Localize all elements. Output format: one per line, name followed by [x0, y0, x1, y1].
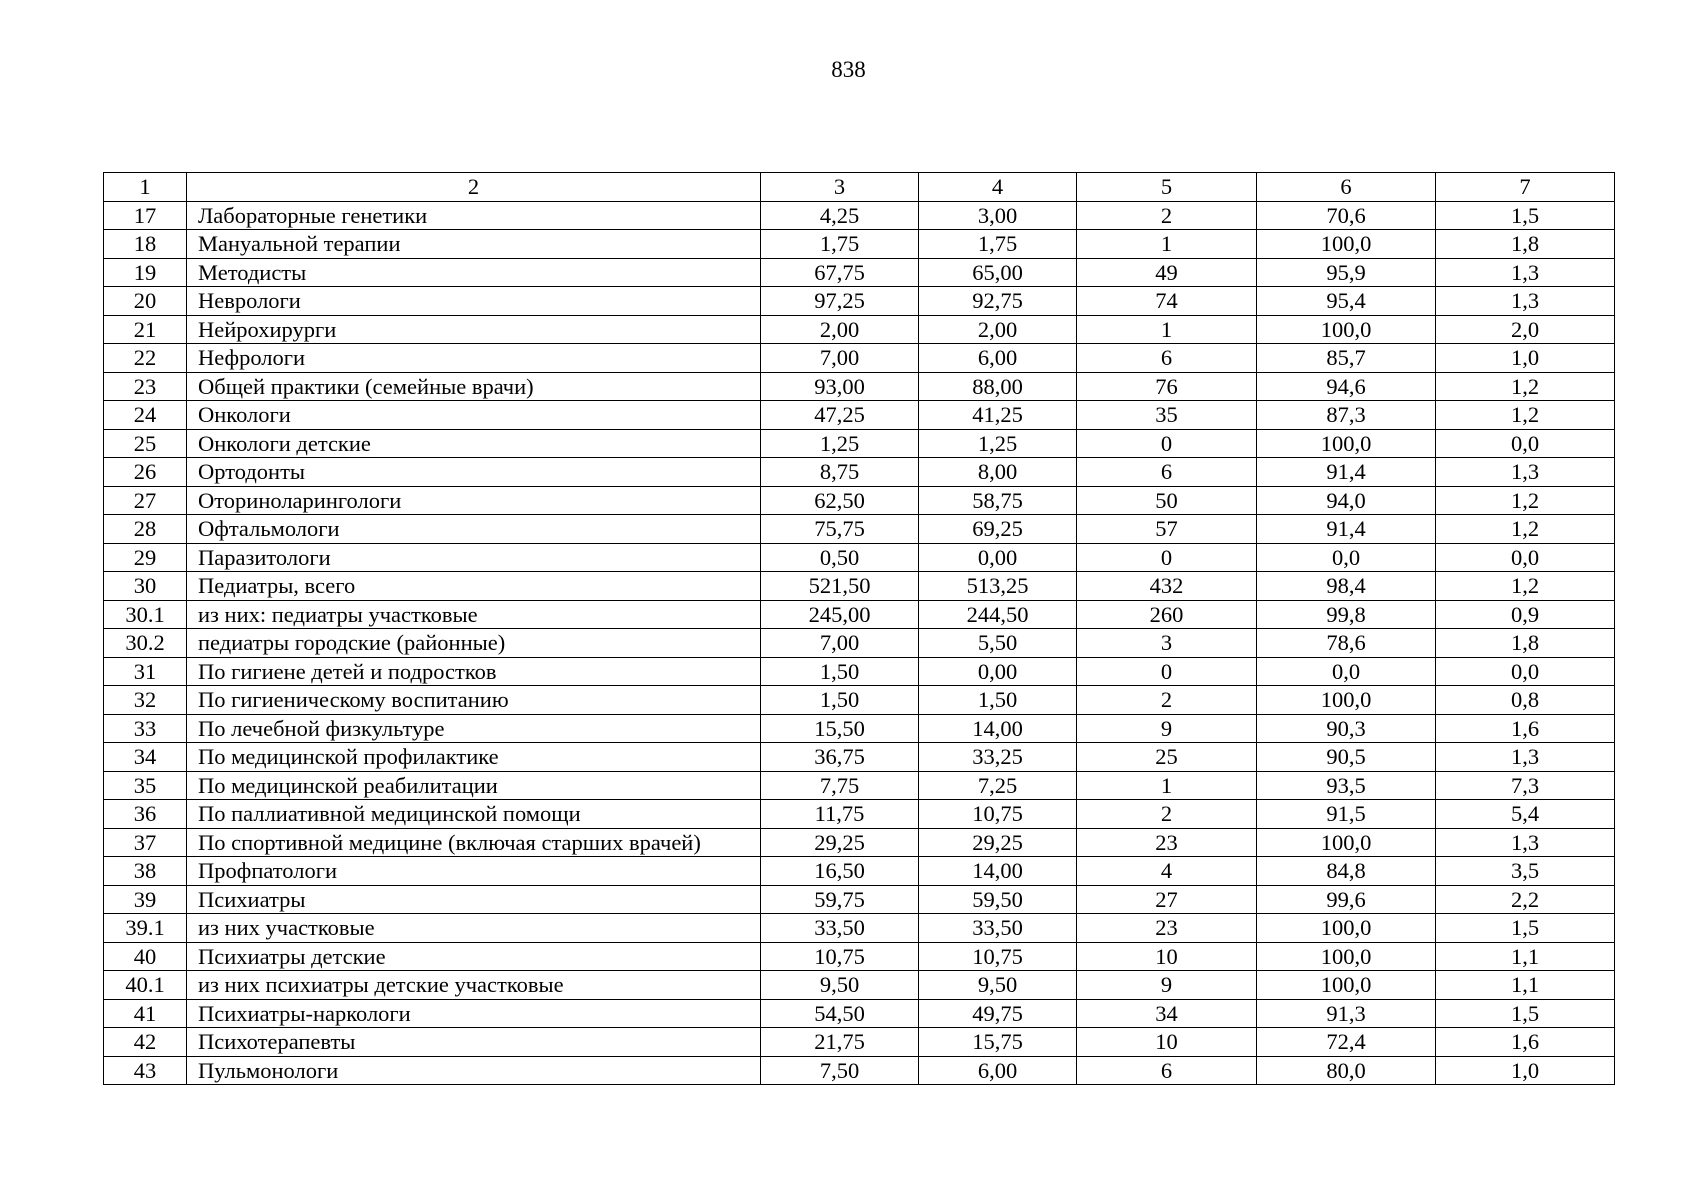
- value-cell: 35: [1077, 401, 1257, 430]
- specialty-name-cell: Психотерапевты: [187, 1028, 761, 1057]
- value-cell: 10,75: [761, 942, 919, 971]
- row-number-cell: 20: [104, 287, 187, 316]
- table-row: [104, 315, 1615, 344]
- value-cell: 6: [1077, 344, 1257, 373]
- value-cell: 10: [1077, 1028, 1257, 1057]
- value-cell: 54,50: [761, 999, 919, 1028]
- specialty-name-cell: Методисты: [187, 258, 761, 287]
- column-header: 7: [1436, 173, 1615, 202]
- data-table: [103, 172, 1615, 1085]
- page-number: 838: [831, 57, 866, 82]
- row-number-cell: 36: [104, 800, 187, 829]
- value-cell: 21,75: [761, 1028, 919, 1057]
- value-cell: 6: [1077, 1056, 1257, 1085]
- specialty-name-cell: По лечебной физкультуре: [187, 714, 761, 743]
- value-cell: 100,0: [1257, 971, 1436, 1000]
- value-cell: 95,9: [1257, 258, 1436, 287]
- specialty-name-cell: Мануальной терапии: [187, 230, 761, 259]
- value-cell: 1,2: [1436, 401, 1615, 430]
- specialty-name-cell: По медицинской профилактике: [187, 743, 761, 772]
- value-cell: 0,0: [1257, 657, 1436, 686]
- row-number-cell: 28: [104, 515, 187, 544]
- table-row: [104, 458, 1615, 487]
- row-number-cell: 41: [104, 999, 187, 1028]
- table-row: [104, 600, 1615, 629]
- row-number-cell: 23: [104, 372, 187, 401]
- value-cell: 1,0: [1436, 344, 1615, 373]
- value-cell: 1,3: [1436, 458, 1615, 487]
- specialty-name-cell: педиатры городские (районные): [187, 629, 761, 658]
- value-cell: 2: [1077, 686, 1257, 715]
- specialty-name-cell: Психиатры-наркологи: [187, 999, 761, 1028]
- value-cell: 2,2: [1436, 885, 1615, 914]
- value-cell: 85,7: [1257, 344, 1436, 373]
- specialty-name-cell: Педиатры, всего: [187, 572, 761, 601]
- table-row: [104, 999, 1615, 1028]
- row-number-cell: 18: [104, 230, 187, 259]
- value-cell: 1,75: [761, 230, 919, 259]
- value-cell: 10: [1077, 942, 1257, 971]
- value-cell: 93,00: [761, 372, 919, 401]
- row-number-cell: 24: [104, 401, 187, 430]
- value-cell: 4,25: [761, 201, 919, 230]
- row-number-cell: 37: [104, 828, 187, 857]
- value-cell: 8,75: [761, 458, 919, 487]
- specialty-name-cell: из них: педиатры участковые: [187, 600, 761, 629]
- value-cell: 91,3: [1257, 999, 1436, 1028]
- value-cell: 72,4: [1257, 1028, 1436, 1057]
- value-cell: 29,25: [761, 828, 919, 857]
- table-row: [104, 714, 1615, 743]
- row-number-cell: 43: [104, 1056, 187, 1085]
- value-cell: 1,75: [919, 230, 1077, 259]
- value-cell: 1,3: [1436, 743, 1615, 772]
- table-row: [104, 486, 1615, 515]
- value-cell: 5,50: [919, 629, 1077, 658]
- specialty-name-cell: Онкологи детские: [187, 429, 761, 458]
- specialty-name-cell: Нейрохирурги: [187, 315, 761, 344]
- value-cell: 94,6: [1257, 372, 1436, 401]
- value-cell: 6,00: [919, 344, 1077, 373]
- table-row: [104, 287, 1615, 316]
- value-cell: 0: [1077, 429, 1257, 458]
- value-cell: 2,00: [761, 315, 919, 344]
- value-cell: 59,75: [761, 885, 919, 914]
- value-cell: 1,50: [761, 686, 919, 715]
- value-cell: 91,4: [1257, 458, 1436, 487]
- value-cell: 1,6: [1436, 1028, 1615, 1057]
- row-number-cell: 17: [104, 201, 187, 230]
- value-cell: 92,75: [919, 287, 1077, 316]
- specialty-name-cell: Общей практики (семейные врачи): [187, 372, 761, 401]
- value-cell: 2: [1077, 201, 1257, 230]
- value-cell: 1,25: [919, 429, 1077, 458]
- table-row: [104, 258, 1615, 287]
- value-cell: 2: [1077, 800, 1257, 829]
- value-cell: 7,3: [1436, 771, 1615, 800]
- value-cell: 7,50: [761, 1056, 919, 1085]
- specialty-name-cell: Лабораторные генетики: [187, 201, 761, 230]
- value-cell: 50: [1077, 486, 1257, 515]
- value-cell: 1,2: [1436, 372, 1615, 401]
- value-cell: 33,50: [761, 914, 919, 943]
- column-header: 3: [761, 173, 919, 202]
- table-row: [104, 1028, 1615, 1057]
- value-cell: 9: [1077, 714, 1257, 743]
- specialty-name-cell: из них участковые: [187, 914, 761, 943]
- value-cell: 94,0: [1257, 486, 1436, 515]
- value-cell: 1,8: [1436, 629, 1615, 658]
- table-row: [104, 429, 1615, 458]
- specialty-name-cell: Паразитологи: [187, 543, 761, 572]
- value-cell: 1,5: [1436, 201, 1615, 230]
- value-cell: 100,0: [1257, 686, 1436, 715]
- column-header: 1: [104, 173, 187, 202]
- row-number-cell: 30.1: [104, 600, 187, 629]
- value-cell: 245,00: [761, 600, 919, 629]
- table-row: [104, 800, 1615, 829]
- value-cell: 1: [1077, 315, 1257, 344]
- value-cell: 0,00: [919, 543, 1077, 572]
- value-cell: 0,0: [1436, 657, 1615, 686]
- value-cell: 36,75: [761, 743, 919, 772]
- row-number-cell: 29: [104, 543, 187, 572]
- table-row: [104, 543, 1615, 572]
- value-cell: 41,25: [919, 401, 1077, 430]
- value-cell: 100,0: [1257, 315, 1436, 344]
- specialty-name-cell: Неврологи: [187, 287, 761, 316]
- row-number-cell: 33: [104, 714, 187, 743]
- row-number-cell: 25: [104, 429, 187, 458]
- value-cell: 100,0: [1257, 230, 1436, 259]
- value-cell: 90,3: [1257, 714, 1436, 743]
- value-cell: 67,75: [761, 258, 919, 287]
- table-header-row: [104, 173, 1615, 202]
- value-cell: 47,25: [761, 401, 919, 430]
- value-cell: 10,75: [919, 942, 1077, 971]
- value-cell: 98,4: [1257, 572, 1436, 601]
- row-number-cell: 32: [104, 686, 187, 715]
- value-cell: 95,4: [1257, 287, 1436, 316]
- value-cell: 23: [1077, 828, 1257, 857]
- value-cell: 521,50: [761, 572, 919, 601]
- value-cell: 9: [1077, 971, 1257, 1000]
- value-cell: 93,5: [1257, 771, 1436, 800]
- row-number-cell: 19: [104, 258, 187, 287]
- value-cell: 14,00: [919, 714, 1077, 743]
- specialty-name-cell: По спортивной медицине (включая старших врачей): [187, 828, 761, 857]
- value-cell: 1,3: [1436, 828, 1615, 857]
- specialty-name-cell: Ортодонты: [187, 458, 761, 487]
- column-header: 2: [187, 173, 761, 202]
- table-row: [104, 771, 1615, 800]
- value-cell: 1: [1077, 230, 1257, 259]
- value-cell: 0,0: [1436, 429, 1615, 458]
- value-cell: 1,0: [1436, 1056, 1615, 1085]
- value-cell: 1,6: [1436, 714, 1615, 743]
- value-cell: 2,00: [919, 315, 1077, 344]
- value-cell: 90,5: [1257, 743, 1436, 772]
- value-cell: 100,0: [1257, 942, 1436, 971]
- value-cell: 513,25: [919, 572, 1077, 601]
- value-cell: 8,00: [919, 458, 1077, 487]
- specialty-name-cell: Офтальмологи: [187, 515, 761, 544]
- table-row: [104, 572, 1615, 601]
- value-cell: 1: [1077, 771, 1257, 800]
- value-cell: 62,50: [761, 486, 919, 515]
- row-number-cell: 38: [104, 857, 187, 886]
- value-cell: 97,25: [761, 287, 919, 316]
- value-cell: 244,50: [919, 600, 1077, 629]
- row-number-cell: 35: [104, 771, 187, 800]
- table-row: [104, 914, 1615, 943]
- value-cell: 80,0: [1257, 1056, 1436, 1085]
- specialty-name-cell: Профпатологи: [187, 857, 761, 886]
- value-cell: 57: [1077, 515, 1257, 544]
- value-cell: 75,75: [761, 515, 919, 544]
- specialty-name-cell: Психиатры: [187, 885, 761, 914]
- value-cell: 59,50: [919, 885, 1077, 914]
- specialty-name-cell: По гигиеническому воспитанию: [187, 686, 761, 715]
- table-row: [104, 942, 1615, 971]
- value-cell: 88,00: [919, 372, 1077, 401]
- table-row: [104, 629, 1615, 658]
- value-cell: 260: [1077, 600, 1257, 629]
- row-number-cell: 27: [104, 486, 187, 515]
- value-cell: 91,4: [1257, 515, 1436, 544]
- table-row: [104, 344, 1615, 373]
- specialty-name-cell: Психиатры детские: [187, 942, 761, 971]
- table-row: [104, 372, 1615, 401]
- table-row: [104, 201, 1615, 230]
- row-number-cell: 31: [104, 657, 187, 686]
- table-row: [104, 657, 1615, 686]
- value-cell: 69,25: [919, 515, 1077, 544]
- column-header: 5: [1077, 173, 1257, 202]
- value-cell: 10,75: [919, 800, 1077, 829]
- value-cell: 25: [1077, 743, 1257, 772]
- value-cell: 1,2: [1436, 515, 1615, 544]
- value-cell: 7,00: [761, 344, 919, 373]
- row-number-cell: 40: [104, 942, 187, 971]
- value-cell: 33,50: [919, 914, 1077, 943]
- value-cell: 1,50: [761, 657, 919, 686]
- row-number-cell: 42: [104, 1028, 187, 1057]
- value-cell: 0: [1077, 657, 1257, 686]
- value-cell: 1,50: [919, 686, 1077, 715]
- table-body: [104, 201, 1615, 1085]
- table-row: [104, 971, 1615, 1000]
- row-number-cell: 30.2: [104, 629, 187, 658]
- specialty-name-cell: По гигиене детей и подростков: [187, 657, 761, 686]
- table-row: [104, 515, 1615, 544]
- value-cell: 1,2: [1436, 486, 1615, 515]
- value-cell: 7,25: [919, 771, 1077, 800]
- value-cell: 100,0: [1257, 914, 1436, 943]
- value-cell: 29,25: [919, 828, 1077, 857]
- value-cell: 33,25: [919, 743, 1077, 772]
- table-row: [104, 828, 1615, 857]
- value-cell: 99,8: [1257, 600, 1436, 629]
- table-row: [104, 1056, 1615, 1085]
- value-cell: 58,75: [919, 486, 1077, 515]
- table-row: [104, 857, 1615, 886]
- value-cell: 76: [1077, 372, 1257, 401]
- row-number-cell: 21: [104, 315, 187, 344]
- value-cell: 1,25: [761, 429, 919, 458]
- specialty-name-cell: По медицинской реабилитации: [187, 771, 761, 800]
- value-cell: 9,50: [761, 971, 919, 1000]
- value-cell: 0,50: [761, 543, 919, 572]
- value-cell: 23: [1077, 914, 1257, 943]
- value-cell: 2,0: [1436, 315, 1615, 344]
- specialty-name-cell: Онкологи: [187, 401, 761, 430]
- row-number-cell: 30: [104, 572, 187, 601]
- value-cell: 84,8: [1257, 857, 1436, 886]
- value-cell: 3,5: [1436, 857, 1615, 886]
- table-row: [104, 401, 1615, 430]
- value-cell: 1,3: [1436, 258, 1615, 287]
- value-cell: 70,6: [1257, 201, 1436, 230]
- value-cell: 34: [1077, 999, 1257, 1028]
- value-cell: 65,00: [919, 258, 1077, 287]
- value-cell: 3,00: [919, 201, 1077, 230]
- value-cell: 15,50: [761, 714, 919, 743]
- value-cell: 1,2: [1436, 572, 1615, 601]
- value-cell: 432: [1077, 572, 1257, 601]
- value-cell: 0,0: [1257, 543, 1436, 572]
- value-cell: 0,00: [919, 657, 1077, 686]
- table-row: [104, 686, 1615, 715]
- value-cell: 9,50: [919, 971, 1077, 1000]
- value-cell: 1,5: [1436, 999, 1615, 1028]
- value-cell: 15,75: [919, 1028, 1077, 1057]
- value-cell: 0,0: [1436, 543, 1615, 572]
- value-cell: 1,8: [1436, 230, 1615, 259]
- value-cell: 87,3: [1257, 401, 1436, 430]
- specialty-name-cell: Нефрологи: [187, 344, 761, 373]
- row-number-cell: 26: [104, 458, 187, 487]
- value-cell: 100,0: [1257, 429, 1436, 458]
- value-cell: 0: [1077, 543, 1257, 572]
- value-cell: 6,00: [919, 1056, 1077, 1085]
- row-number-cell: 34: [104, 743, 187, 772]
- row-number-cell: 22: [104, 344, 187, 373]
- specialty-name-cell: из них психиатры детские участковые: [187, 971, 761, 1000]
- value-cell: 6: [1077, 458, 1257, 487]
- value-cell: 5,4: [1436, 800, 1615, 829]
- value-cell: 14,00: [919, 857, 1077, 886]
- value-cell: 100,0: [1257, 828, 1436, 857]
- value-cell: 27: [1077, 885, 1257, 914]
- value-cell: 1,1: [1436, 942, 1615, 971]
- value-cell: 74: [1077, 287, 1257, 316]
- value-cell: 49,75: [919, 999, 1077, 1028]
- value-cell: 0,8: [1436, 686, 1615, 715]
- specialty-name-cell: По паллиативной медицинской помощи: [187, 800, 761, 829]
- value-cell: 7,00: [761, 629, 919, 658]
- value-cell: 78,6: [1257, 629, 1436, 658]
- value-cell: 7,75: [761, 771, 919, 800]
- column-header: 4: [919, 173, 1077, 202]
- column-header: 6: [1257, 173, 1436, 202]
- table-row: [104, 230, 1615, 259]
- value-cell: 11,75: [761, 800, 919, 829]
- value-cell: 1,3: [1436, 287, 1615, 316]
- row-number-cell: 39: [104, 885, 187, 914]
- specialty-name-cell: Пульмонологи: [187, 1056, 761, 1085]
- table-row: [104, 743, 1615, 772]
- value-cell: 1,5: [1436, 914, 1615, 943]
- specialty-name-cell: Оториноларингологи: [187, 486, 761, 515]
- value-cell: 1,1: [1436, 971, 1615, 1000]
- value-cell: 99,6: [1257, 885, 1436, 914]
- value-cell: 0,9: [1436, 600, 1615, 629]
- value-cell: 91,5: [1257, 800, 1436, 829]
- value-cell: 4: [1077, 857, 1257, 886]
- value-cell: 3: [1077, 629, 1257, 658]
- table-row: [104, 885, 1615, 914]
- value-cell: 16,50: [761, 857, 919, 886]
- row-number-cell: 39.1: [104, 914, 187, 943]
- row-number-cell: 40.1: [104, 971, 187, 1000]
- value-cell: 49: [1077, 258, 1257, 287]
